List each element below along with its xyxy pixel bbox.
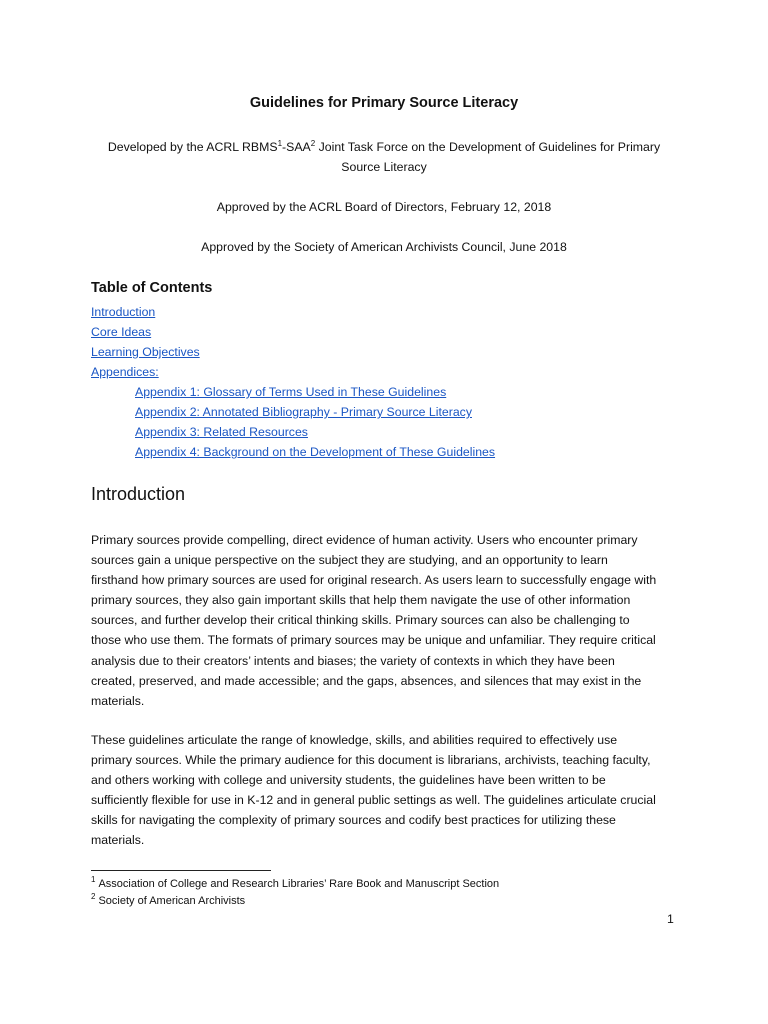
paragraph-line: those who use them. The formats of primary sources may be unique and unfamiliar. They require critical xyxy=(91,633,656,648)
paragraph-line: firsthand how primary sources are used for original research. As users learn to successfully engage with xyxy=(91,573,657,588)
toc-heading: Table of Contents xyxy=(91,280,213,296)
paragraph-line: skills for navigating the complexity of primary sources and codify best practices for utilizing these xyxy=(91,813,616,828)
paragraph-line: primary sources, they also gain important skills that help them navigate the use of other information xyxy=(91,593,631,608)
toc-link-appendix-3[interactable]: Appendix 3: Related Resources xyxy=(135,425,308,439)
toc-item xyxy=(91,422,495,442)
footnote-text: Society of American Archivists xyxy=(98,895,246,907)
footnote-marker: 2 xyxy=(91,892,96,902)
developed-by-line xyxy=(100,137,668,177)
paragraph-line: These guidelines articulate the range of knowledge, skills, and abilities required to effectively use xyxy=(91,733,618,747)
footnote-divider xyxy=(91,870,271,871)
approved-saa-line: Approved by the Society of American Archivists Council, June 2018 xyxy=(201,240,567,254)
paragraph-line: and others working with college and university students, the guidelines have been written to be xyxy=(91,773,606,788)
paragraph-line: primary sources. While the primary audience for this document is librarians, archivists, teaching faculty, xyxy=(91,753,651,768)
introduction-paragraph-2 xyxy=(91,730,671,851)
paragraph-line: sufficiently flexible for use in K-12 and in general public settings as well. The guidelines articulate crucial xyxy=(91,793,656,808)
toc-link-appendix-1[interactable]: Appendix 1: Glossary of Terms Used in These Guidelines xyxy=(135,385,447,399)
footnote-ref-1: 1 xyxy=(277,138,283,148)
toc-item xyxy=(91,302,495,322)
footnote-marker: 1 xyxy=(91,875,96,885)
document-title: Guidelines for Primary Source Literacy xyxy=(249,95,519,111)
toc-link-appendix-4[interactable]: Appendix 4: Background on the Development of These Guidelines xyxy=(135,445,496,459)
page-number: 1 xyxy=(667,912,674,926)
footnote-ref-2: 2 xyxy=(310,138,316,148)
footnote-2 xyxy=(91,893,499,910)
toc-item xyxy=(91,442,495,462)
toc-item xyxy=(91,402,495,422)
toc-link-introduction[interactable]: Introduction xyxy=(91,305,156,319)
approved-acrl-line: Approved by the ACRL Board of Directors, February 12, 2018 xyxy=(216,200,552,214)
paragraph-line: materials. xyxy=(91,833,145,848)
toc-link-appendix-2[interactable]: Appendix 2: Annotated Bibliography - Primary Source Literacy xyxy=(135,405,472,419)
paragraph-line: Primary sources provide compelling, direct evidence of human activity. Users who encounter primary xyxy=(91,533,638,547)
footnote-1 xyxy=(91,876,499,893)
developed-by-text-c: Joint Task Force on the Development of Guidelines for Primary xyxy=(315,140,661,154)
toc-item xyxy=(91,382,495,402)
developed-by-text-b: -SAA xyxy=(282,140,311,154)
toc-item xyxy=(91,322,495,342)
introduction-heading: Introduction xyxy=(91,484,186,504)
table-of-contents xyxy=(91,302,495,462)
developed-by-line-2: Source Literacy xyxy=(341,160,427,174)
paragraph-line: created, preserved, and made accessible; and the gaps, absences, and silences that may exist in the xyxy=(91,673,642,688)
introduction-paragraph-1 xyxy=(91,530,671,711)
toc-item xyxy=(91,342,495,362)
paragraph-line: sources, and further develop their critical thinking skills. Primary sources can also be challenging to xyxy=(91,613,630,628)
footnote-text: Association of College and Research Libraries’ Rare Book and Manuscript Section xyxy=(98,878,500,890)
paragraph-line: analysis due to their creators’ intents and biases; the variety of contexts in which they have been xyxy=(91,653,615,668)
developed-by-text-a: Developed by the ACRL RBMS xyxy=(107,140,278,154)
toc-item xyxy=(91,362,495,382)
toc-link-learning-objectives[interactable]: Learning Objectives xyxy=(91,345,200,359)
paragraph-line: materials. xyxy=(91,693,145,708)
paragraph-line: sources gain a unique perspective on the subject they are studying, and an opportunity to learn xyxy=(91,553,608,568)
toc-link-appendices[interactable]: Appendices: xyxy=(91,365,159,379)
footnotes xyxy=(91,876,499,910)
toc-link-core-ideas[interactable]: Core Ideas xyxy=(91,325,152,339)
